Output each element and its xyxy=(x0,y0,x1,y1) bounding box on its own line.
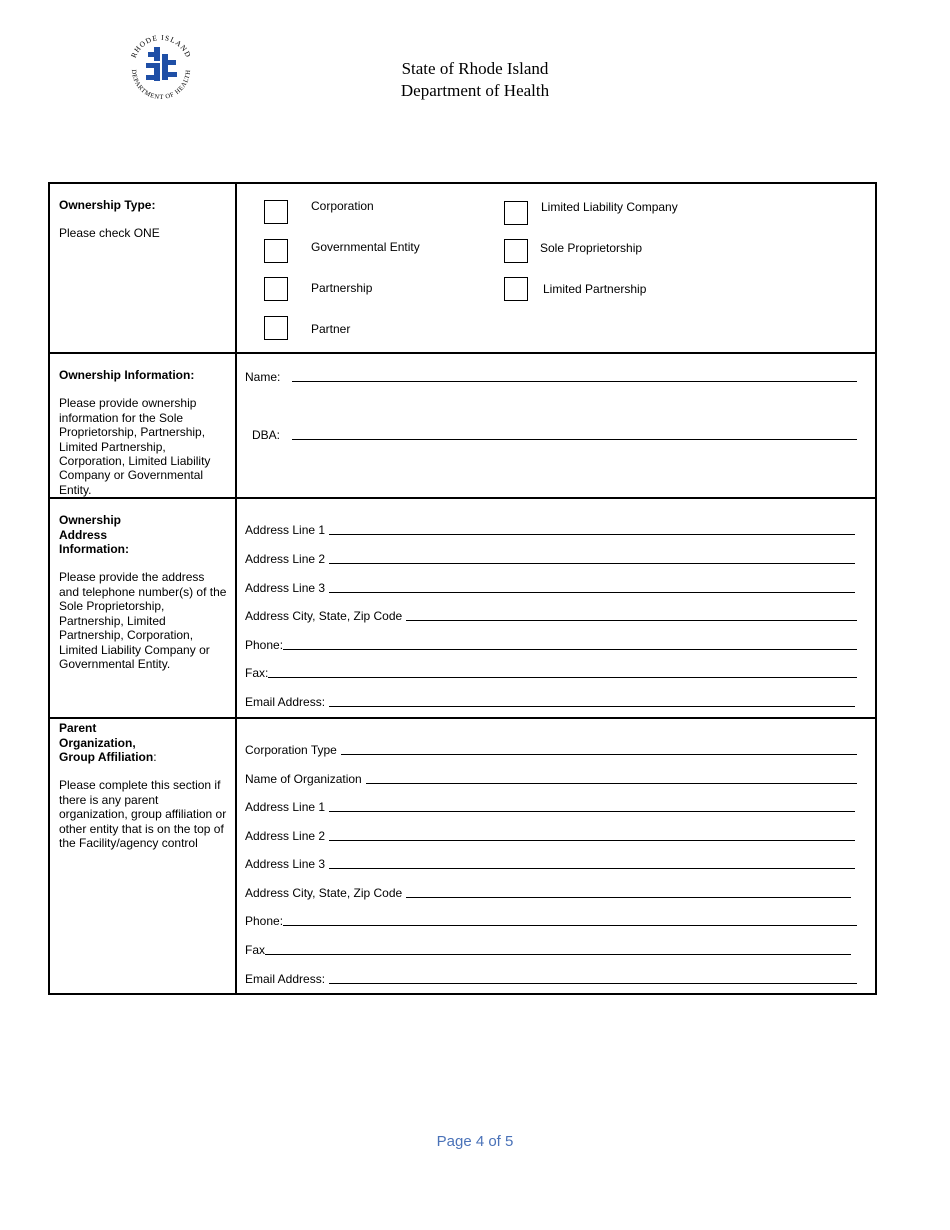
parent-org-title-1: Parent xyxy=(59,721,97,736)
owner-email-line[interactable] xyxy=(329,706,855,707)
parent-address-line3-line[interactable] xyxy=(329,868,855,869)
corporation-type-field[interactable] xyxy=(245,741,857,757)
owner-email-label: Email Address: xyxy=(245,695,326,710)
parent-org-label-cell xyxy=(49,718,236,994)
parent-email-label: Email Address: xyxy=(245,972,326,987)
ownership-address-title-2: Address xyxy=(59,527,108,542)
rhode-island-health-seal xyxy=(124,30,198,104)
owner-address-line2-line[interactable] xyxy=(329,563,855,564)
corporation-type-line[interactable] xyxy=(341,754,857,755)
ownership-address-title-1: Ownership xyxy=(59,513,122,528)
parent-city-state-zip-field[interactable] xyxy=(245,884,851,900)
ownership-info-title: Ownership Information: xyxy=(59,368,195,382)
checkbox-label-sole-proprietorship: Sole Proprietorship xyxy=(540,241,643,255)
name-field[interactable] xyxy=(245,368,857,384)
owner-fax-label: Fax: xyxy=(245,666,269,681)
checkbox-partner[interactable] xyxy=(264,316,288,340)
checkbox-llc[interactable] xyxy=(504,201,528,225)
ownership-type-title: Ownership Type: xyxy=(59,198,156,212)
parent-org-fields xyxy=(236,718,876,994)
ownership-type-label-cell xyxy=(49,183,236,353)
owner-phone-label: Phone: xyxy=(245,638,284,653)
owner-address-line2-label: Address Line 2 xyxy=(245,552,326,567)
ownership-type-options xyxy=(236,183,876,353)
name-label: Name: xyxy=(245,370,281,384)
owner-address-line2-field[interactable] xyxy=(245,550,855,566)
parent-fax-line[interactable] xyxy=(265,954,851,955)
organization-name-field[interactable] xyxy=(245,770,857,786)
checkbox-label-limited-partnership: Limited Partnership xyxy=(543,282,647,296)
parent-address-line3-label: Address Line 3 xyxy=(245,857,326,872)
parent-address-line2-line[interactable] xyxy=(329,840,855,841)
parent-address-line2-field[interactable] xyxy=(245,827,855,843)
owner-address-line3-label: Address Line 3 xyxy=(245,581,326,596)
owner-city-state-zip-line[interactable] xyxy=(406,620,857,621)
checkbox-label-llc: Limited Liability Company xyxy=(541,200,678,214)
owner-phone-line[interactable] xyxy=(283,649,857,650)
ownership-form-table xyxy=(48,182,877,995)
corporation-type-label: Corporation Type xyxy=(245,743,337,758)
checkbox-partnership[interactable] xyxy=(264,277,288,301)
svg-text:RHODE ISLAND: RHODE ISLAND xyxy=(128,32,194,60)
parent-address-line1-label: Address Line 1 xyxy=(245,800,326,815)
parent-email-line[interactable] xyxy=(329,983,857,984)
checkbox-label-partner: Partner xyxy=(311,322,351,336)
parent-address-line1-line[interactable] xyxy=(329,811,855,812)
ownership-address-fields xyxy=(236,498,876,718)
owner-address-line3-line[interactable] xyxy=(329,592,855,593)
owner-fax-field[interactable] xyxy=(245,664,857,680)
organization-name-line[interactable] xyxy=(366,783,857,784)
parent-phone-label: Phone: xyxy=(245,914,284,929)
dba-label: DBA: xyxy=(252,428,281,442)
owner-city-state-zip-label: Address City, State, Zip Code xyxy=(245,609,403,624)
svg-text:DEPARTMENT OF HEALTH: DEPARTMENT OF HEALTH xyxy=(129,69,193,102)
name-line[interactable] xyxy=(292,381,857,382)
checkbox-corporation[interactable] xyxy=(264,200,288,224)
owner-phone-field[interactable] xyxy=(245,636,857,652)
ownership-type-desc: Please check ONE xyxy=(59,226,160,241)
parent-address-line3-field[interactable] xyxy=(245,855,855,871)
header-department: Department of Health xyxy=(400,81,550,100)
parent-org-title-colon: : xyxy=(153,750,157,765)
owner-address-line1-label: Address Line 1 xyxy=(245,523,326,538)
parent-phone-field[interactable] xyxy=(245,912,857,928)
parent-org-title-3: Group Affiliation xyxy=(59,750,154,765)
parent-org-title-2: Organization, xyxy=(59,735,136,750)
owner-email-field[interactable] xyxy=(245,693,855,709)
page-number: Page 4 of 5 xyxy=(436,1133,514,1150)
ownership-info-label-cell xyxy=(49,353,236,498)
dba-line[interactable] xyxy=(292,439,857,440)
parent-fax-field[interactable] xyxy=(245,941,851,957)
ownership-address-label-cell xyxy=(49,498,236,718)
parent-org-desc: Please complete this section if there is any parent organization, group affiliation or other entity that is on the top of the Facility/agency control xyxy=(59,778,227,851)
checkbox-label-corporation: Corporation xyxy=(311,199,374,213)
ownership-address-title-3: Information: xyxy=(59,542,129,557)
ownership-info-fields xyxy=(236,353,876,498)
ownership-info-desc: Please provide ownership information for the Sole Proprietorship, Partnership, Limited Partnership, Corporation, Limited Liability Company or Governmental Entity. xyxy=(59,396,211,497)
ownership-address-desc: Please provide the address and telephone number(s) of the Sole Proprietorship, Partnership, Limited Partnership, Corporation, Limited Liability Company or Governmental Entity. xyxy=(59,570,227,671)
ownership-address-title xyxy=(59,513,227,556)
parent-address-line2-label: Address Line 2 xyxy=(245,829,326,844)
parent-address-line1-field[interactable] xyxy=(245,798,855,814)
parent-email-field[interactable] xyxy=(245,970,857,986)
parent-phone-line[interactable] xyxy=(283,925,857,926)
owner-address-line1-line[interactable] xyxy=(329,534,855,535)
owner-city-state-zip-field[interactable] xyxy=(245,607,857,623)
parent-city-state-zip-label: Address City, State, Zip Code xyxy=(245,886,403,901)
owner-fax-line[interactable] xyxy=(268,677,857,678)
header xyxy=(300,58,650,102)
checkbox-governmental-entity[interactable] xyxy=(264,239,288,263)
dba-field[interactable] xyxy=(252,426,857,442)
owner-address-line3-field[interactable] xyxy=(245,579,855,595)
owner-address-line1-field[interactable] xyxy=(245,521,855,537)
organization-name-label: Name of Organization xyxy=(245,772,362,787)
parent-city-state-zip-line[interactable] xyxy=(406,897,851,898)
checkbox-label-partnership: Partnership xyxy=(311,281,373,295)
parent-fax-label: Fax xyxy=(245,943,266,958)
checkbox-sole-proprietorship[interactable] xyxy=(504,239,528,263)
checkbox-label-governmental-entity: Governmental Entity xyxy=(311,240,420,254)
parent-org-title xyxy=(59,721,227,764)
checkbox-limited-partnership[interactable] xyxy=(504,277,528,301)
header-state: State of Rhode Island xyxy=(401,59,549,78)
